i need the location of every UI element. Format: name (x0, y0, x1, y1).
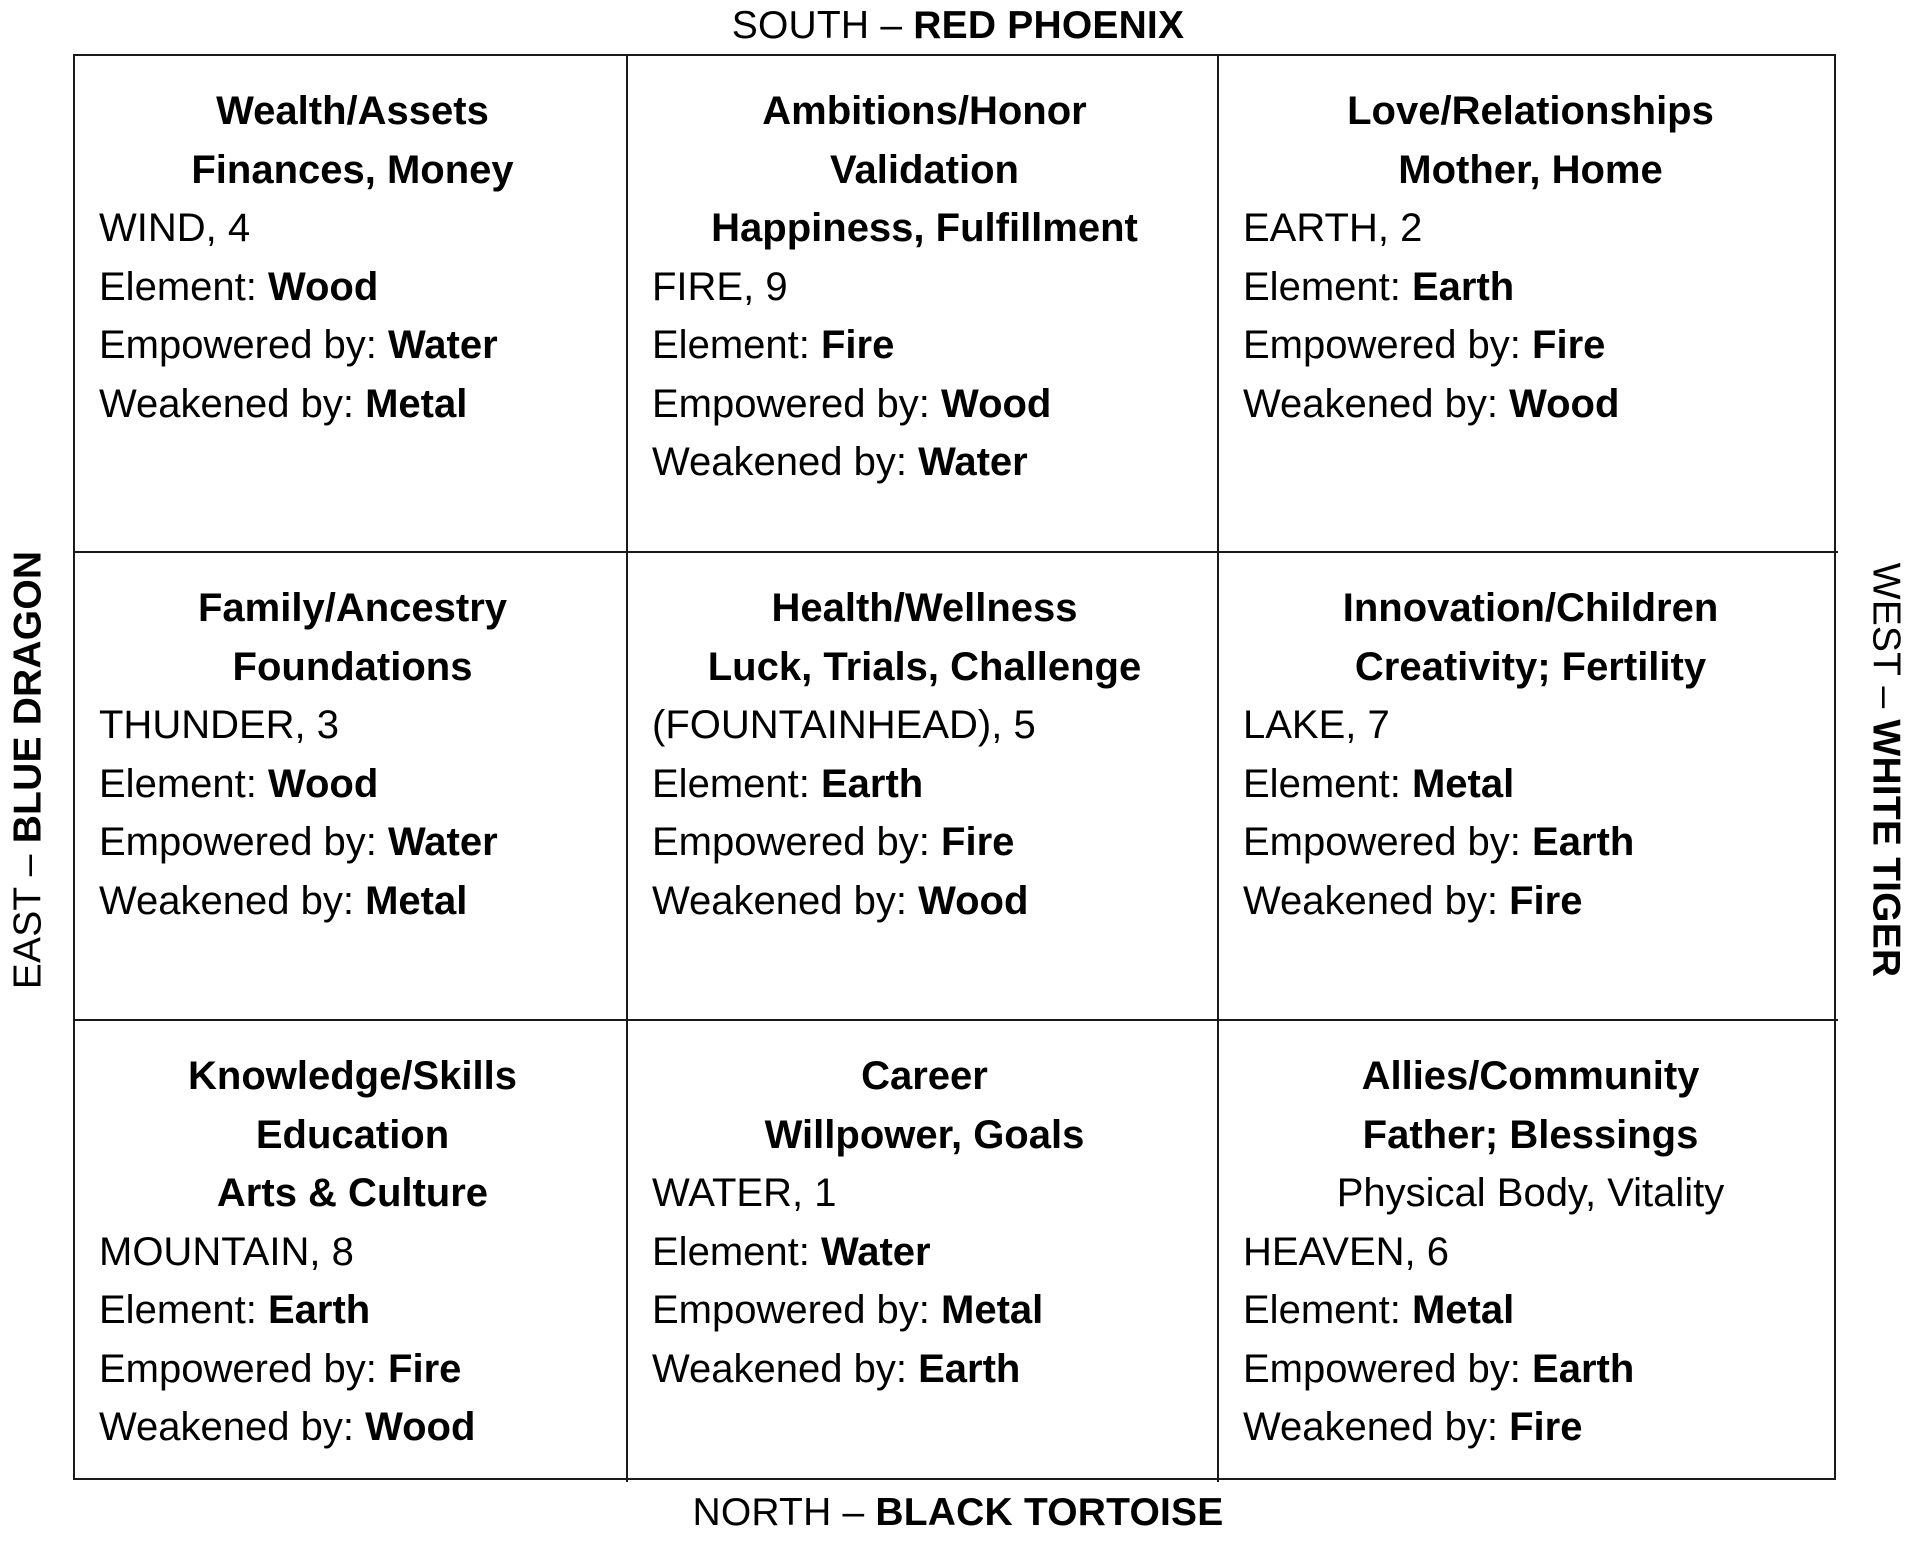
grid-cell-ambitions (628, 56, 1219, 553)
element-value: Earth (1411, 264, 1515, 309)
cell-weakened (99, 375, 606, 434)
direction-east (6, 550, 50, 990)
element-value: Metal (1411, 761, 1515, 806)
empowered-value: Earth (1532, 820, 1635, 864)
bagua-grid (73, 54, 1836, 1480)
weakened-label: Weakened by: (652, 878, 919, 923)
cell-element (652, 316, 1197, 375)
cell-element (99, 755, 606, 814)
empowered-label: Empowered by: (1243, 323, 1533, 367)
empowered-label: Empowered by: (99, 323, 389, 367)
cell-empowered (652, 375, 1197, 434)
direction-name: WHITE TIGER (1864, 719, 1908, 978)
cell-title: Health/Wellness (771, 586, 1078, 630)
cell-title: Ambitions/Honor (762, 89, 1087, 133)
empowered-value: Fire (941, 820, 1015, 864)
element-value: Metal (1411, 1288, 1515, 1332)
weakened-value: Metal (365, 381, 468, 426)
cell-weakened (1243, 375, 1818, 434)
empowered-value: Water (388, 820, 498, 864)
direction-name: RED PHOENIX (913, 4, 1185, 47)
weakened-label: Weakened by: (652, 440, 919, 484)
cell-title: Father; Blessings (1362, 1112, 1699, 1157)
empowered-value: Wood (941, 381, 1052, 426)
weakened-label: Weakened by: (99, 381, 366, 426)
cell-title: Finances, Money (191, 147, 514, 192)
cell-empowered (1243, 813, 1818, 872)
grid-cell-innovation (1219, 553, 1838, 1021)
direction-prefix: NORTH – (692, 1491, 876, 1534)
cell-weakened (99, 1398, 606, 1457)
empowered-label: Empowered by: (652, 1288, 942, 1332)
cell-element (652, 755, 1197, 814)
element-value: Wood (267, 761, 379, 806)
weakened-label: Weakened by: (652, 1346, 919, 1391)
cell-element (1243, 1281, 1818, 1340)
element-label: Element: (652, 1229, 821, 1274)
element-label: Element: (1243, 264, 1412, 309)
cell-trigram: WATER, 1 (652, 1171, 837, 1215)
weakened-label: Weakened by: (99, 878, 366, 923)
element-value: Wood (267, 264, 379, 309)
empowered-label: Empowered by: (99, 820, 389, 864)
direction-prefix: SOUTH – (731, 4, 914, 47)
weakened-label: Weakened by: (1243, 1405, 1510, 1449)
cell-title: Creativity; Fertility (1354, 644, 1707, 689)
element-label: Element: (99, 761, 268, 806)
element-label: Element: (1243, 761, 1412, 806)
element-label: Element: (99, 264, 268, 309)
grid-cell-knowledge (75, 1021, 628, 1482)
direction-north (0, 1493, 1916, 1532)
cell-empowered (1243, 316, 1818, 375)
cell-weakened (652, 872, 1197, 931)
weakened-value: Fire (1509, 1405, 1583, 1449)
cell-trigram: (FOUNTAINHEAD), 5 (652, 703, 1036, 747)
cell-trigram: LAKE, 7 (1243, 703, 1390, 747)
cell-empowered (99, 316, 606, 375)
cell-subtitle: Physical Body, Vitality (1336, 1171, 1725, 1215)
cell-title: Career (861, 1054, 988, 1098)
element-value: Earth (820, 761, 924, 806)
cell-weakened (1243, 872, 1818, 931)
cell-title: Knowledge/Skills (188, 1054, 517, 1098)
grid-cell-allies (1219, 1021, 1838, 1482)
cell-weakened (99, 872, 606, 931)
cell-empowered (1243, 1340, 1818, 1399)
cell-title: Innovation/Children (1342, 586, 1719, 630)
element-label: Element: (652, 761, 821, 806)
cell-empowered (652, 813, 1197, 872)
cell-element (652, 1223, 1197, 1282)
cell-weakened (652, 1340, 1197, 1399)
cell-title: Arts & Culture (216, 1171, 489, 1215)
weakened-label: Weakened by: (1243, 381, 1510, 426)
cell-title: Foundations (232, 644, 473, 689)
empowered-label: Empowered by: (652, 820, 942, 864)
cell-empowered (99, 1340, 606, 1399)
element-value: Earth (267, 1288, 371, 1332)
cell-title: Mother, Home (1398, 147, 1663, 192)
cell-title: Love/Relationships (1347, 89, 1714, 133)
element-label: Element: (652, 323, 821, 367)
cell-trigram: HEAVEN, 6 (1243, 1229, 1449, 1274)
empowered-value: Fire (1532, 323, 1606, 367)
weakened-value: Metal (365, 878, 468, 923)
cell-trigram: EARTH, 2 (1243, 206, 1423, 250)
element-label: Element: (99, 1288, 268, 1332)
direction-prefix: WEST – (1864, 562, 1908, 720)
grid-cell-family (75, 553, 628, 1021)
cell-weakened (1243, 1398, 1818, 1457)
weakened-value: Water (918, 440, 1028, 484)
cell-title: Luck, Trials, Challenge (707, 644, 1142, 689)
empowered-value: Earth (1532, 1346, 1635, 1391)
cell-title: Willpower, Goals (764, 1112, 1085, 1157)
cell-trigram: THUNDER, 3 (99, 703, 340, 747)
cell-empowered (99, 813, 606, 872)
direction-south (0, 6, 1916, 45)
cell-trigram: FIRE, 9 (652, 264, 788, 309)
cell-element (99, 1281, 606, 1340)
cell-empowered (652, 1281, 1197, 1340)
direction-west (1864, 562, 1908, 978)
weakened-value: Earth (918, 1346, 1021, 1391)
empowered-value: Metal (941, 1288, 1044, 1332)
grid-cell-love (1219, 56, 1838, 553)
cell-element (99, 258, 606, 317)
element-value: Water (820, 1229, 931, 1274)
empowered-label: Empowered by: (1243, 1346, 1533, 1391)
grid-cell-wealth (75, 56, 628, 553)
empowered-label: Empowered by: (1243, 820, 1533, 864)
weakened-label: Weakened by: (1243, 878, 1510, 923)
element-value: Fire (820, 323, 895, 367)
cell-trigram: MOUNTAIN, 8 (99, 1229, 354, 1274)
weakened-value: Wood (365, 1405, 476, 1449)
empowered-value: Water (388, 323, 498, 367)
cell-title: Family/Ancestry (197, 586, 508, 630)
cell-title: Education (255, 1112, 450, 1157)
weakened-value: Fire (1509, 878, 1583, 923)
weakened-value: Wood (918, 878, 1029, 923)
cell-trigram: WIND, 4 (99, 206, 251, 250)
direction-prefix: EAST – (6, 843, 50, 990)
cell-title: Validation (830, 147, 1019, 192)
element-label: Element: (1243, 1288, 1412, 1332)
direction-name: BLACK TORTOISE (875, 1491, 1224, 1534)
cell-weakened (652, 433, 1197, 492)
empowered-label: Empowered by: (99, 1346, 389, 1391)
weakened-value: Wood (1509, 381, 1620, 426)
empowered-label: Empowered by: (652, 381, 942, 426)
cell-title: Happiness, Fulfillment (711, 206, 1138, 250)
direction-name: BLUE DRAGON (6, 550, 50, 844)
grid-cell-health (628, 553, 1219, 1021)
empowered-value: Fire (388, 1346, 462, 1391)
weakened-label: Weakened by: (99, 1405, 366, 1449)
grid-cell-career (628, 1021, 1219, 1482)
cell-title: Wealth/Assets (216, 89, 489, 133)
cell-element (1243, 755, 1818, 814)
cell-title: Allies/Community (1361, 1054, 1700, 1098)
cell-element (1243, 258, 1818, 317)
